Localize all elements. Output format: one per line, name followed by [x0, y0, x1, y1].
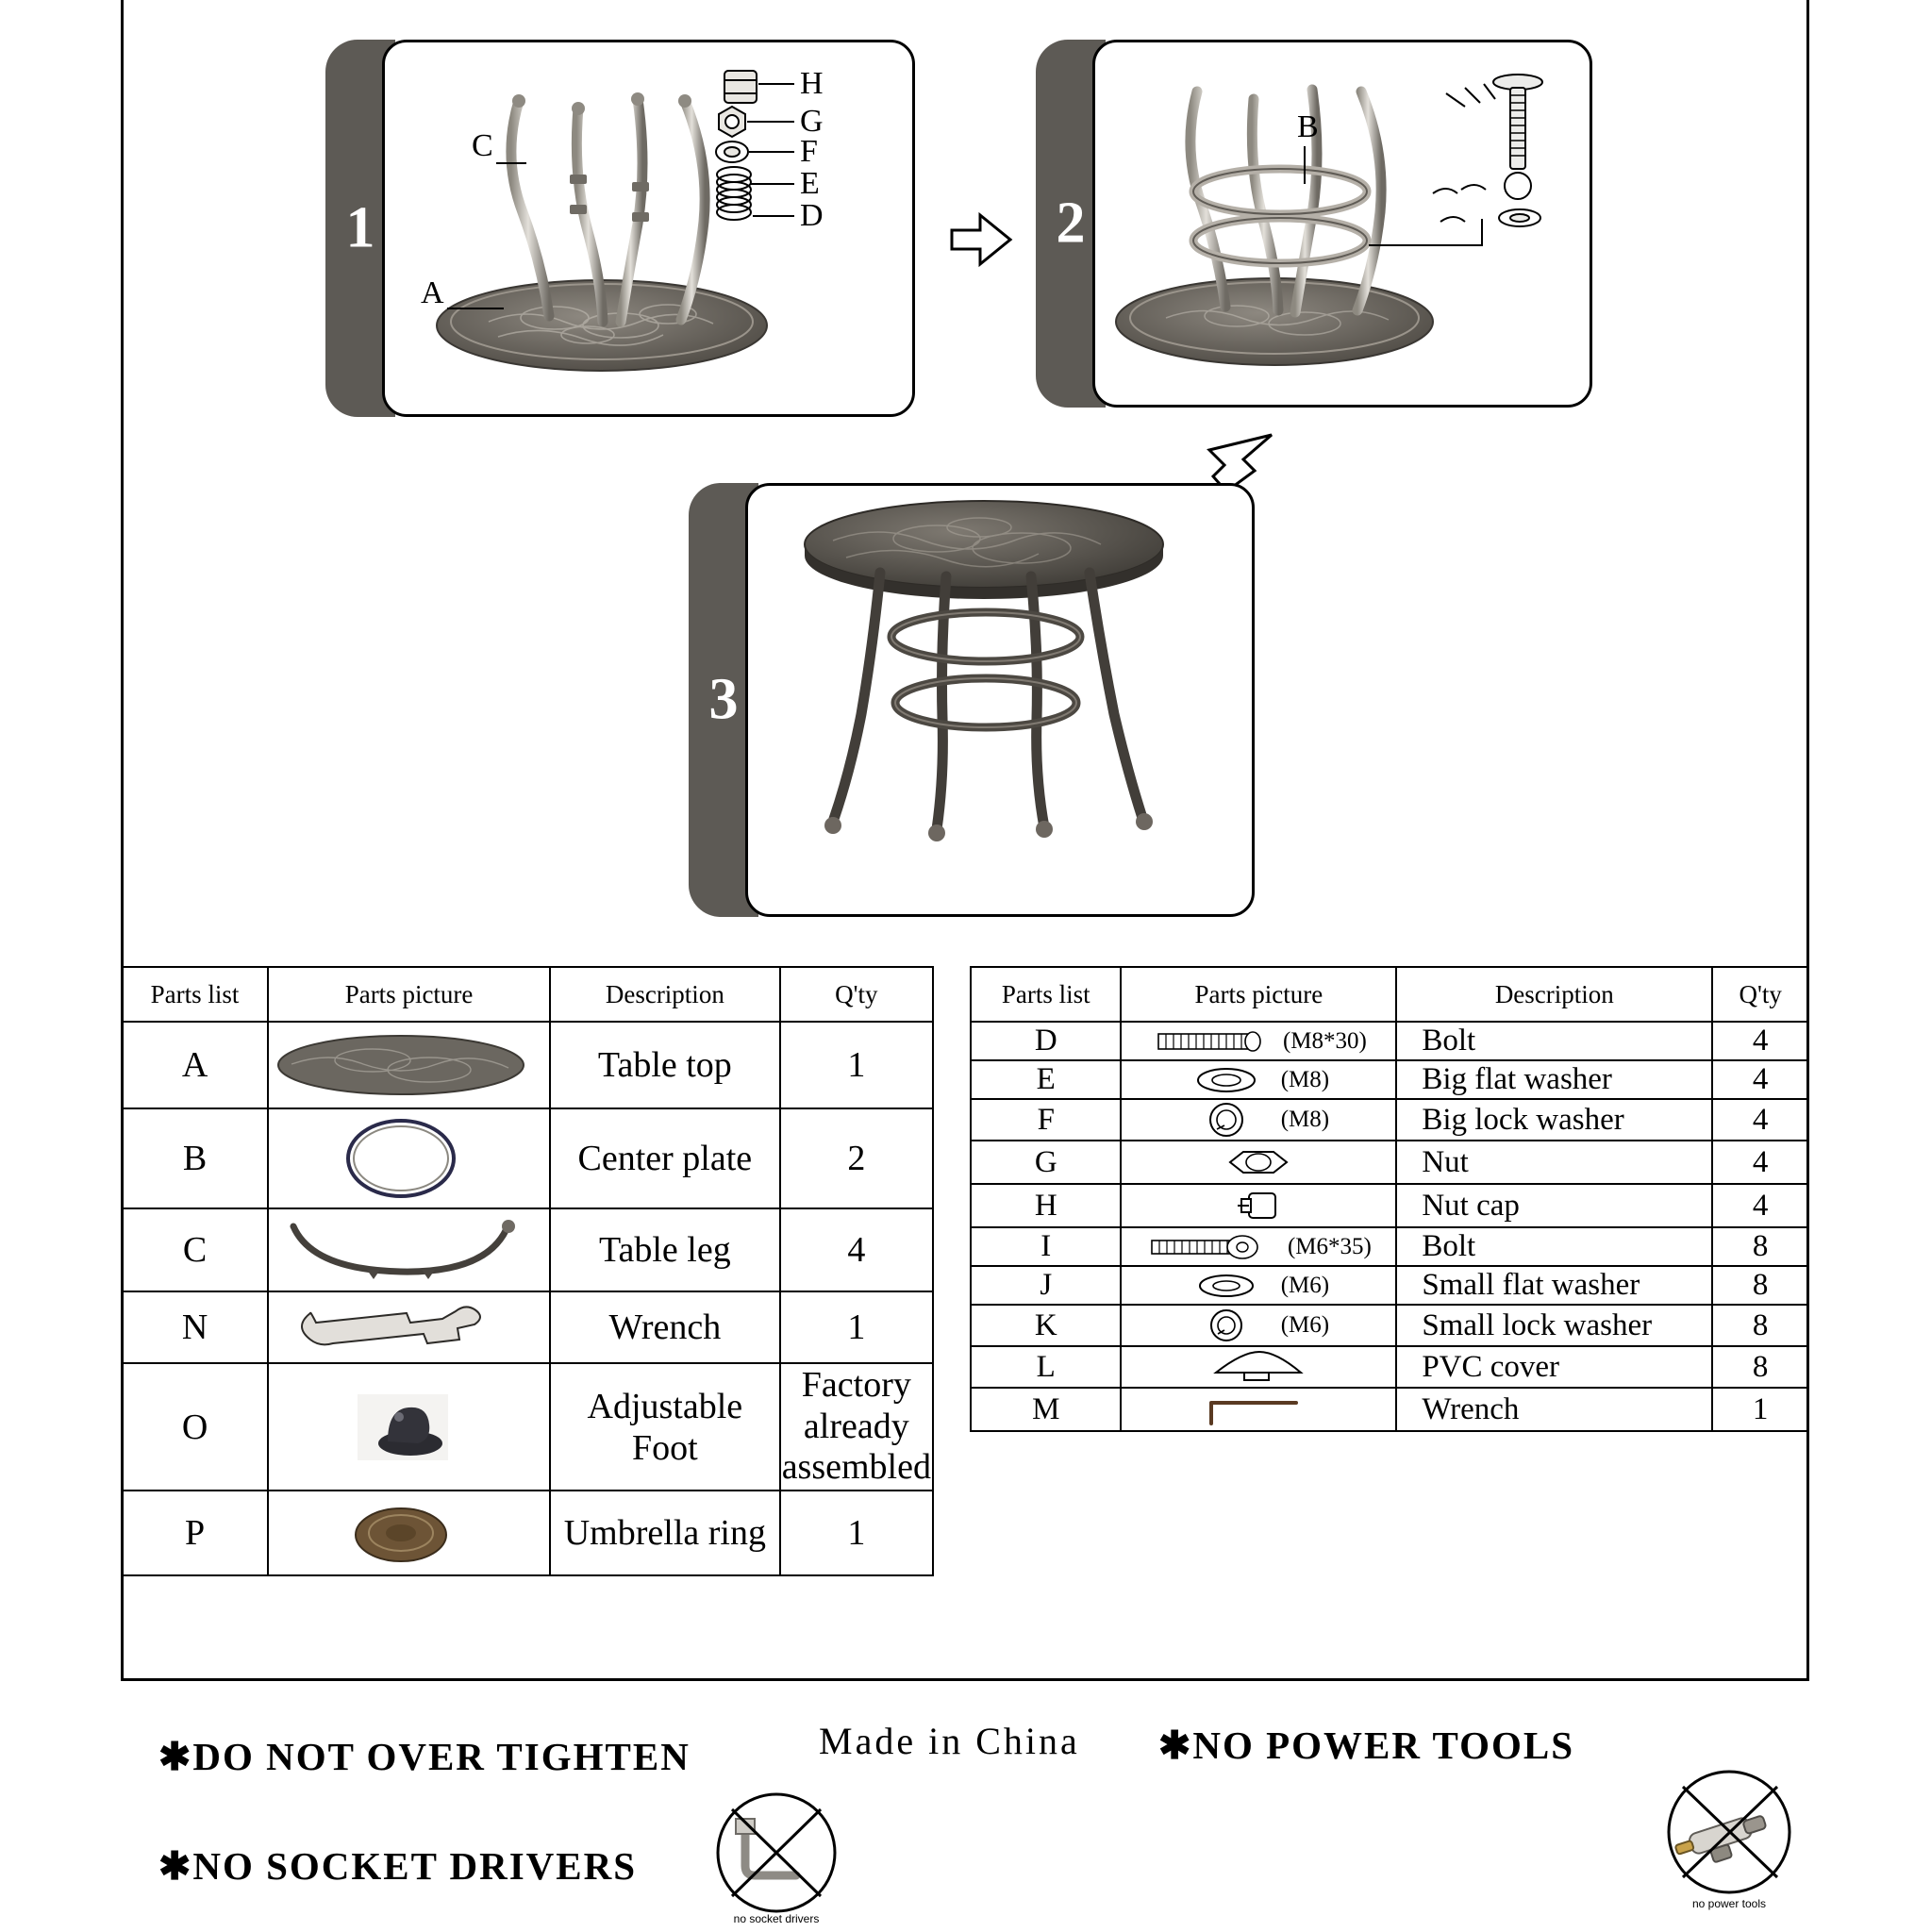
- parts-table-right: [970, 966, 1809, 1432]
- part-picture-D: [1121, 1022, 1396, 1060]
- part-code-A: A: [122, 1022, 268, 1108]
- part-code-O: O: [122, 1363, 268, 1491]
- no-power-tools-badge: [1640, 1766, 1819, 1917]
- part-picture-G: [1121, 1141, 1396, 1184]
- label-D: D: [800, 198, 824, 233]
- part-picture-B: [268, 1108, 550, 1208]
- col-description: Description: [550, 967, 780, 1022]
- part-qty-K: 8: [1712, 1305, 1808, 1346]
- part-qty-O: Factory already assembled: [780, 1363, 933, 1491]
- table-row: [971, 1305, 1808, 1346]
- warning-do-not-over-tighten: ✱DO NOT OVER TIGHTEN: [158, 1735, 691, 1778]
- badge-power-label: no power tools: [1691, 1897, 1767, 1910]
- step-2-number: 2: [1056, 191, 1086, 256]
- part-desc-C: Table leg: [550, 1208, 780, 1291]
- label-C: C: [472, 128, 493, 163]
- col-parts-picture: Parts picture: [1121, 967, 1396, 1022]
- col-description: Description: [1396, 967, 1712, 1022]
- part-code-N: N: [122, 1291, 268, 1363]
- label-F: F: [800, 134, 818, 169]
- part-code-P: P: [122, 1491, 268, 1575]
- part-desc-G: Nut: [1396, 1141, 1712, 1184]
- part-qty-C: 4: [780, 1208, 933, 1291]
- table-row: [971, 1022, 1808, 1060]
- part-picture-J: [1121, 1266, 1396, 1305]
- part-code-E: E: [971, 1060, 1121, 1099]
- part-qty-A: 1: [780, 1022, 933, 1108]
- part-code-L: L: [971, 1346, 1121, 1388]
- label-G: G: [800, 104, 824, 139]
- part-picture-N: [268, 1291, 550, 1363]
- step-3-body: [745, 483, 1255, 917]
- part-qty-D: 4: [1712, 1022, 1808, 1060]
- table-row: [971, 1141, 1808, 1184]
- part-spec-I: (M6*35): [1287, 1233, 1372, 1259]
- table-row: [971, 1388, 1808, 1431]
- part-qty-B: 2: [780, 1108, 933, 1208]
- part-desc-H: Nut cap: [1396, 1184, 1712, 1227]
- part-code-C: C: [122, 1208, 268, 1291]
- part-picture-E: [1121, 1060, 1396, 1099]
- col-parts-list: Parts list: [971, 967, 1121, 1022]
- part-spec-K: (M6): [1280, 1312, 1330, 1338]
- part-picture-C: [268, 1208, 550, 1291]
- part-qty-G: 4: [1712, 1141, 1808, 1184]
- part-picture-I: [1121, 1227, 1396, 1266]
- part-desc-O: Adjustable Foot: [550, 1363, 780, 1491]
- col-parts-list: Parts list: [122, 967, 268, 1022]
- part-desc-B: Center plate: [550, 1108, 780, 1208]
- label-A: A: [421, 275, 444, 310]
- part-desc-K: Small lock washer: [1396, 1305, 1712, 1346]
- col-qty: Q'ty: [1712, 967, 1808, 1022]
- part-qty-E: 4: [1712, 1060, 1808, 1099]
- part-qty-L: 8: [1712, 1346, 1808, 1388]
- part-picture-P: [268, 1491, 550, 1575]
- table-row: [122, 1208, 933, 1291]
- part-desc-A: Table top: [550, 1022, 780, 1108]
- step-2-illustration: [1095, 42, 1590, 405]
- step-1-number: 1: [345, 195, 375, 260]
- part-desc-M: Wrench: [1396, 1388, 1712, 1431]
- part-desc-L: PVC cover: [1396, 1346, 1712, 1388]
- part-code-G: G: [971, 1141, 1121, 1184]
- part-picture-M: [1121, 1388, 1396, 1431]
- part-code-I: I: [971, 1227, 1121, 1266]
- part-picture-F: [1121, 1099, 1396, 1141]
- table-row: [122, 1291, 933, 1363]
- part-desc-F: Big lock washer: [1396, 1099, 1712, 1141]
- table-row: [971, 1060, 1808, 1099]
- step-1-body: [382, 40, 915, 417]
- table-row: [122, 1491, 933, 1575]
- table-row: [971, 1184, 1808, 1227]
- part-code-B: B: [122, 1108, 268, 1208]
- part-qty-N: 1: [780, 1291, 933, 1363]
- made-in-china: Made in China: [819, 1720, 1080, 1762]
- table-header-row: [971, 967, 1808, 1022]
- part-picture-H: [1121, 1184, 1396, 1227]
- table-row: [971, 1346, 1808, 1388]
- step-1-panel: [325, 40, 915, 417]
- part-spec-F: (M8): [1280, 1107, 1330, 1132]
- part-code-J: J: [971, 1266, 1121, 1305]
- step-1-illustration: [385, 42, 912, 414]
- part-desc-I: Bolt: [1396, 1227, 1712, 1266]
- part-code-D: D: [971, 1022, 1121, 1060]
- table-row: [971, 1266, 1808, 1305]
- table-row: [971, 1227, 1808, 1266]
- part-code-F: F: [971, 1099, 1121, 1141]
- table-row: [971, 1099, 1808, 1141]
- step-3-illustration: [748, 486, 1252, 914]
- label-E: E: [800, 166, 820, 201]
- no-socket-drivers-badge: [687, 1790, 866, 1932]
- part-desc-P: Umbrella ring: [550, 1491, 780, 1575]
- part-picture-A: [268, 1022, 550, 1108]
- part-picture-L: [1121, 1346, 1396, 1388]
- col-qty: Q'ty: [780, 967, 933, 1022]
- part-code-K: K: [971, 1305, 1121, 1346]
- part-desc-D: Bolt: [1396, 1022, 1712, 1060]
- col-parts-picture: Parts picture: [268, 967, 550, 1022]
- step-3-panel: [689, 483, 1255, 917]
- part-spec-J: (M6): [1280, 1272, 1330, 1298]
- step-3-number: 3: [708, 667, 739, 732]
- table-row: [122, 1108, 933, 1208]
- label-H: H: [800, 66, 824, 101]
- part-qty-M: 1: [1712, 1388, 1808, 1431]
- part-qty-H: 4: [1712, 1184, 1808, 1227]
- part-qty-F: 4: [1712, 1099, 1808, 1141]
- step-2-body: [1092, 40, 1592, 408]
- arrow-right-icon: [948, 209, 1014, 270]
- part-code-M: M: [971, 1388, 1121, 1431]
- part-desc-N: Wrench: [550, 1291, 780, 1363]
- table-header-row: [122, 967, 933, 1022]
- warning-no-socket-drivers: ✱NO SOCKET DRIVERS: [158, 1844, 638, 1888]
- part-code-H: H: [971, 1184, 1121, 1227]
- part-qty-J: 8: [1712, 1266, 1808, 1305]
- badge-socket-label: no socket drivers: [733, 1912, 820, 1925]
- part-picture-O: [268, 1363, 550, 1491]
- step-2-panel: [1036, 40, 1592, 408]
- part-qty-I: 8: [1712, 1227, 1808, 1266]
- table-row: [122, 1022, 933, 1108]
- part-desc-E: Big flat washer: [1396, 1060, 1712, 1099]
- part-spec-D: (M8*30): [1282, 1027, 1367, 1054]
- table-row: [122, 1363, 933, 1491]
- warning-no-power-tools: ✱NO POWER TOOLS: [1158, 1724, 1575, 1767]
- parts-table-left: [121, 966, 934, 1576]
- part-spec-E: (M8): [1280, 1066, 1330, 1092]
- part-picture-K: [1121, 1305, 1396, 1346]
- part-desc-J: Small flat washer: [1396, 1266, 1712, 1305]
- label-B: B: [1297, 109, 1319, 144]
- part-qty-P: 1: [780, 1491, 933, 1575]
